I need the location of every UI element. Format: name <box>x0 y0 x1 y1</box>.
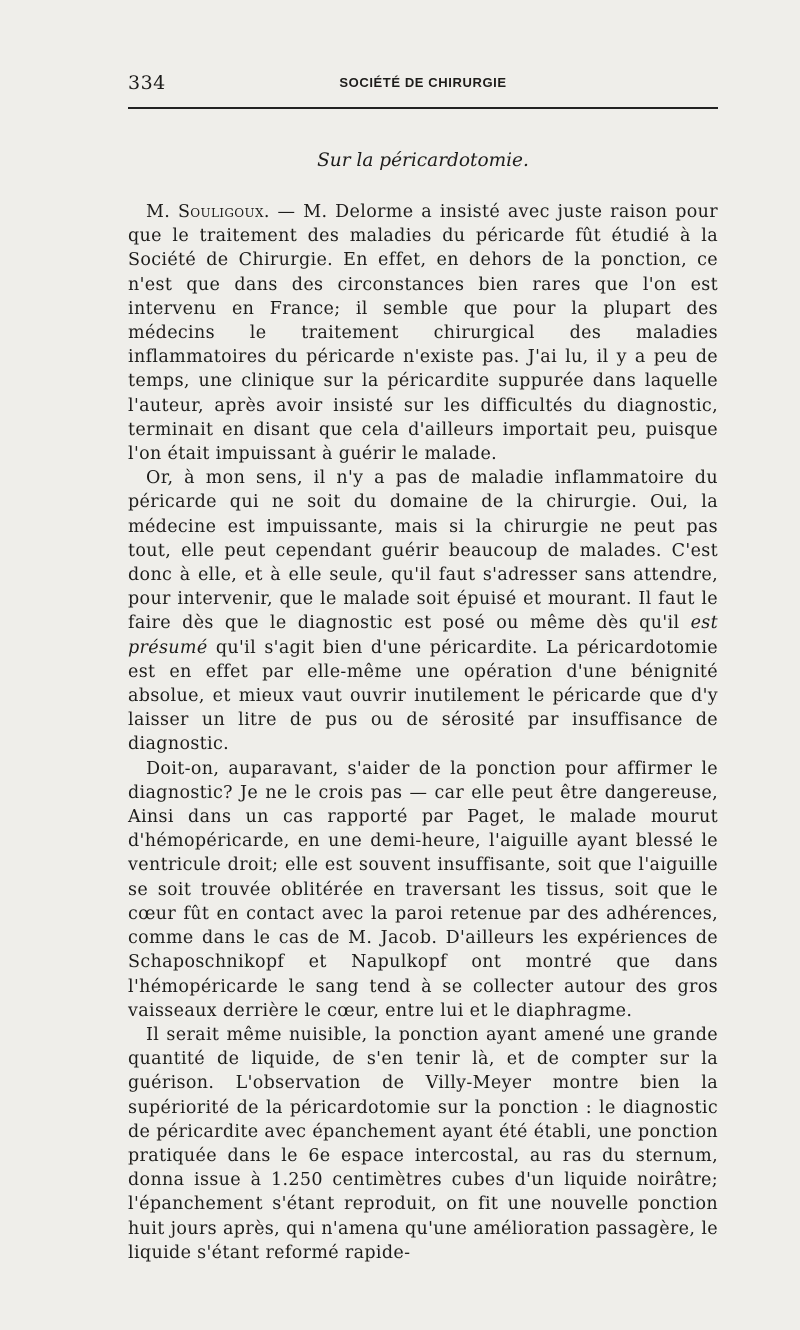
running-title: SOCIÉTÉ DE CHIRURGIE <box>339 75 507 90</box>
paragraph-1-text: — M. Delorme a insisté avec juste raison pour que le traitement des maladies du péricarde fût étudié à la Société de Chirurgie. En effet, en dehors de la ponction, ce n'est que dans des circonstances bien rares que l'on est intervenu en France; il semble que pour la plupart des médecins le traitement chirurgical des maladies inflammatoires du péricarde n'existe pas. J'ai lu, il y a peu de temps, une clinique sur la péricardite suppurée dans laquelle l'auteur, après avoir insisté sur les difficultés du diagnostic, terminait en disant que cela d'ailleurs importait peu, puisque l'on était impuissant à guérir le malade. <box>128 202 718 465</box>
paragraph-1 <box>128 200 718 466</box>
paragraph-2-emphasis: est présumé <box>128 613 718 658</box>
speaker-name: M. Souligoux. <box>146 202 270 222</box>
page-number: 334 <box>128 72 166 94</box>
body-text <box>128 200 718 1265</box>
header-rule <box>128 107 718 109</box>
paragraph-2-text-b: qu'il s'agit bien d'une péricardite. La péricardotomie est en effet par elle-même une opération d'une bénignité absolue, et mieux vaut ouvrir inutilement le péricarde que d'y laisser un litre de pus ou de sérosité par insuffisance de diagnostic. <box>128 637 718 755</box>
paragraph-3: Doit-on, auparavant, s'aider de la ponction pour affirmer le diagnostic? Je ne le crois pas — car elle peut être dangereuse, Ainsi dans un cas rapporté par Paget, le malade mourut d'hémopéricarde, en une demi-heure, l'aiguille ayant blessé le ventricule droit; elle est souvent insuffisante, soit que l'aiguille se soit trouvée oblitérée en traversant les tissus, soit que le cœur fût en contact avec la paroi retenue par des adhérences, comme dans le cas de M. Jacob. D'ailleurs les expériences de Schaposchnikopf et Napulkopf ont montré que dans l'hémopéricarde le sang tend à se collecter autour des gros vaisseaux derrière le cœur, entre lui et le diaphragme. <box>128 758 718 1021</box>
paragraph-2-text-a: Or, à mon sens, il n'y a pas de maladie inflammatoire du péricarde qui ne soit du domaine de la chirurgie. Oui, la médecine est impuissante, mais si la chirurgie ne peut pas tout, elle peut cependant guérir beaucoup de malades. C'est donc à elle, et à elle seule, qu'il faut s'adresser sans attendre, pour intervenir, que le malade soit épuisé et mourant. Il faut le faire dès que le diagnostic est posé ou même dès qu'il <box>128 468 718 634</box>
paragraph-2 <box>128 466 718 756</box>
section-title: Sur la péricardotomie. <box>317 150 529 171</box>
paragraph-4: Il serait même nuisible, la ponction ayant amené une grande quantité de liquide, de s'en tenir là, et de compter sur la guérison. L'observation de Villy-Meyer montre bien la supériorité de la péricardotomie sur la ponction : le diagnostic de péricardite avec épanchement ayant été établi, une ponction pratiquée dans le 6e espace intercostal, au ras du sternum, donna issue à 1.250 centimètres cubes d'un liquide noirâtre; l'épanchement s'étant reproduit, on fit une nouvelle ponction huit jours après, qui n'amena qu'une amélioration passagère, le liquide s'étant reformé rapide- <box>128 1024 718 1263</box>
page-header <box>128 72 718 98</box>
